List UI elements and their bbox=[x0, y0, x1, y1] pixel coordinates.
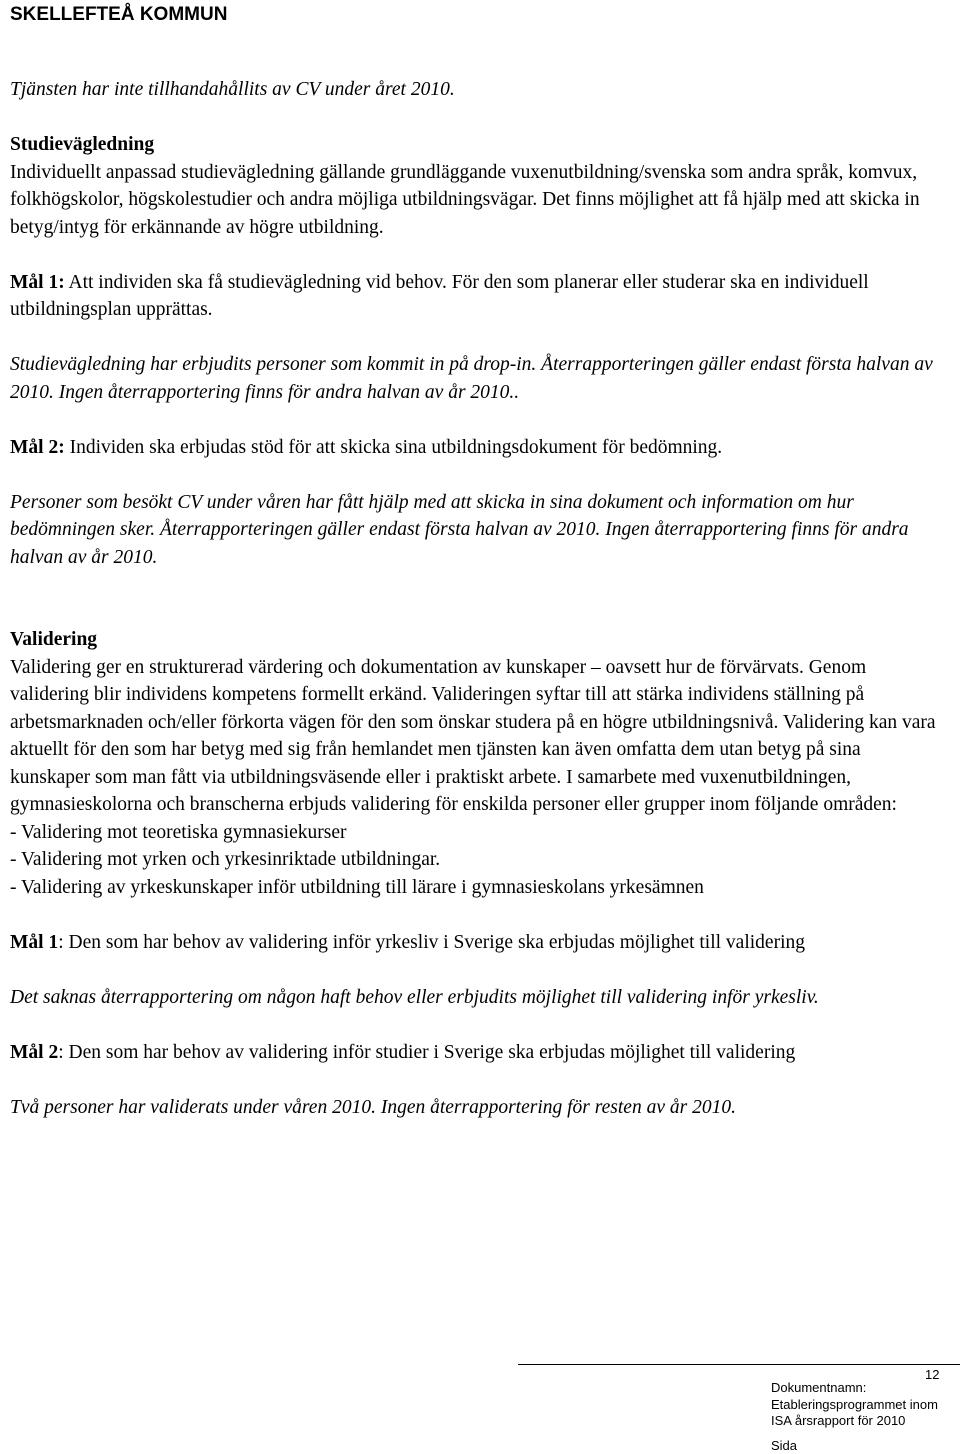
footer-doc-name-line-1: Etableringsprogrammet inom bbox=[771, 1397, 960, 1414]
goal-text: Att individen ska få studievägledning vid behov. För den som planerar eller studerar ska en individuell utbildningsplan upprättas. bbox=[10, 272, 869, 321]
document-body bbox=[10, 76, 945, 1121]
page-number: 12 bbox=[925, 1367, 939, 1382]
validering-list-item: - Validering av yrkeskunskaper inför utbildning till lärare i gymnasieskolans yrkesämnen bbox=[10, 874, 945, 902]
footer-doc-label: Dokumentnamn: bbox=[771, 1380, 960, 1397]
section-heading-studievagledning: Studievägledning bbox=[10, 131, 945, 159]
goal-text: : Den som har behov av validering inför studier i Sverige ska erbjudas möjlighet till validering bbox=[58, 1042, 795, 1063]
intro-paragraph: Tjänsten har inte tillhandahållits av CV under året 2010. bbox=[10, 76, 945, 104]
validering-list-item: - Validering mot teoretiska gymnasiekurser bbox=[10, 819, 945, 847]
studievagledning-goal-1-report: Studievägledning har erbjudits personer som kommit in på drop-in. Återrapporteringen gäller endast första halvan av 2010. Ingen återrapportering finns för andra halvan av år 2010.. bbox=[10, 351, 945, 406]
page-header: SKELLEFTEÅ KOMMUN bbox=[10, 4, 227, 26]
goal-text: Individen ska erbjudas stöd för att skicka sina utbildningsdokument för bedömning. bbox=[65, 437, 722, 458]
footer-page-label: Sida bbox=[771, 1438, 960, 1454]
validering-body: Validering ger en strukturerad värdering och dokumentation av kunskaper – oavsett hur de förvärvats. Genom validering blir individens kompetens formellt erkänd. Valideringen syftar till att stärka individens ställning på arbetsmarknaden och/eller förkorta vägen för den som önskar studera på en högre utbildningsnivå. Validering kan vara aktuellt för den som har betyg med sig från hemlandet men tjänsten kan även omfatta dem utan betyg på sina kunskaper som man fått via utbildningsväsende eller i praktiskt arbete. I samarbete med vuxenutbildningen, gymnasieskolorna och branscherna erbjuds validering för enskilda personer eller grupper inom följande områden: bbox=[10, 654, 945, 819]
studievagledning-body: Individuellt anpassad studievägledning gällande grundläggande vuxenutbildning/svenska som andra språk, komvux, folkhögskolor, högskolestudier och andra möjliga utbildningsvägar. Det finns möjlighet att få hjälp med att skicka in betyg/intyg för erkännande av högre utbildning. bbox=[10, 159, 945, 242]
validering-goal-1 bbox=[10, 929, 945, 957]
studievagledning-goal-2 bbox=[10, 434, 945, 462]
studievagledning-goal-2-report: Personer som besökt CV under våren har fått hjälp med att skicka in sina dokument och information om hur bedömningen sker. Återrapporteringen gäller endast första halvan av 2010. Ingen återrapportering finns för andra halvan av år 2010. bbox=[10, 489, 945, 572]
validering-goal-1-report: Det saknas återrapportering om någon haft behov eller erbjudits möjlighet till validering inför yrkesliv. bbox=[10, 984, 945, 1012]
validering-goal-2 bbox=[10, 1039, 945, 1067]
studievagledning-goal-1 bbox=[10, 269, 945, 324]
validering-list-item: - Validering mot yrken och yrkesinriktade utbildningar. bbox=[10, 846, 945, 874]
validering-goal-2-report: Två personer har validerats under våren 2010. Ingen återrapportering för resten av år 2010. bbox=[10, 1094, 945, 1122]
footer-divider bbox=[518, 1364, 960, 1365]
goal-label: Mål 2: bbox=[10, 437, 65, 458]
goal-label: Mål 2 bbox=[10, 1042, 58, 1063]
footer-doc-name-line-2: ISA årsrapport för 2010 bbox=[771, 1413, 960, 1430]
section-heading-validering: Validering bbox=[10, 626, 945, 654]
goal-text: : Den som har behov av validering inför yrkesliv i Sverige ska erbjudas möjlighet till validering bbox=[58, 932, 805, 953]
page-footer bbox=[771, 1380, 960, 1454]
goal-label: Mål 1 bbox=[10, 932, 58, 953]
goal-label: Mål 1: bbox=[10, 272, 65, 293]
